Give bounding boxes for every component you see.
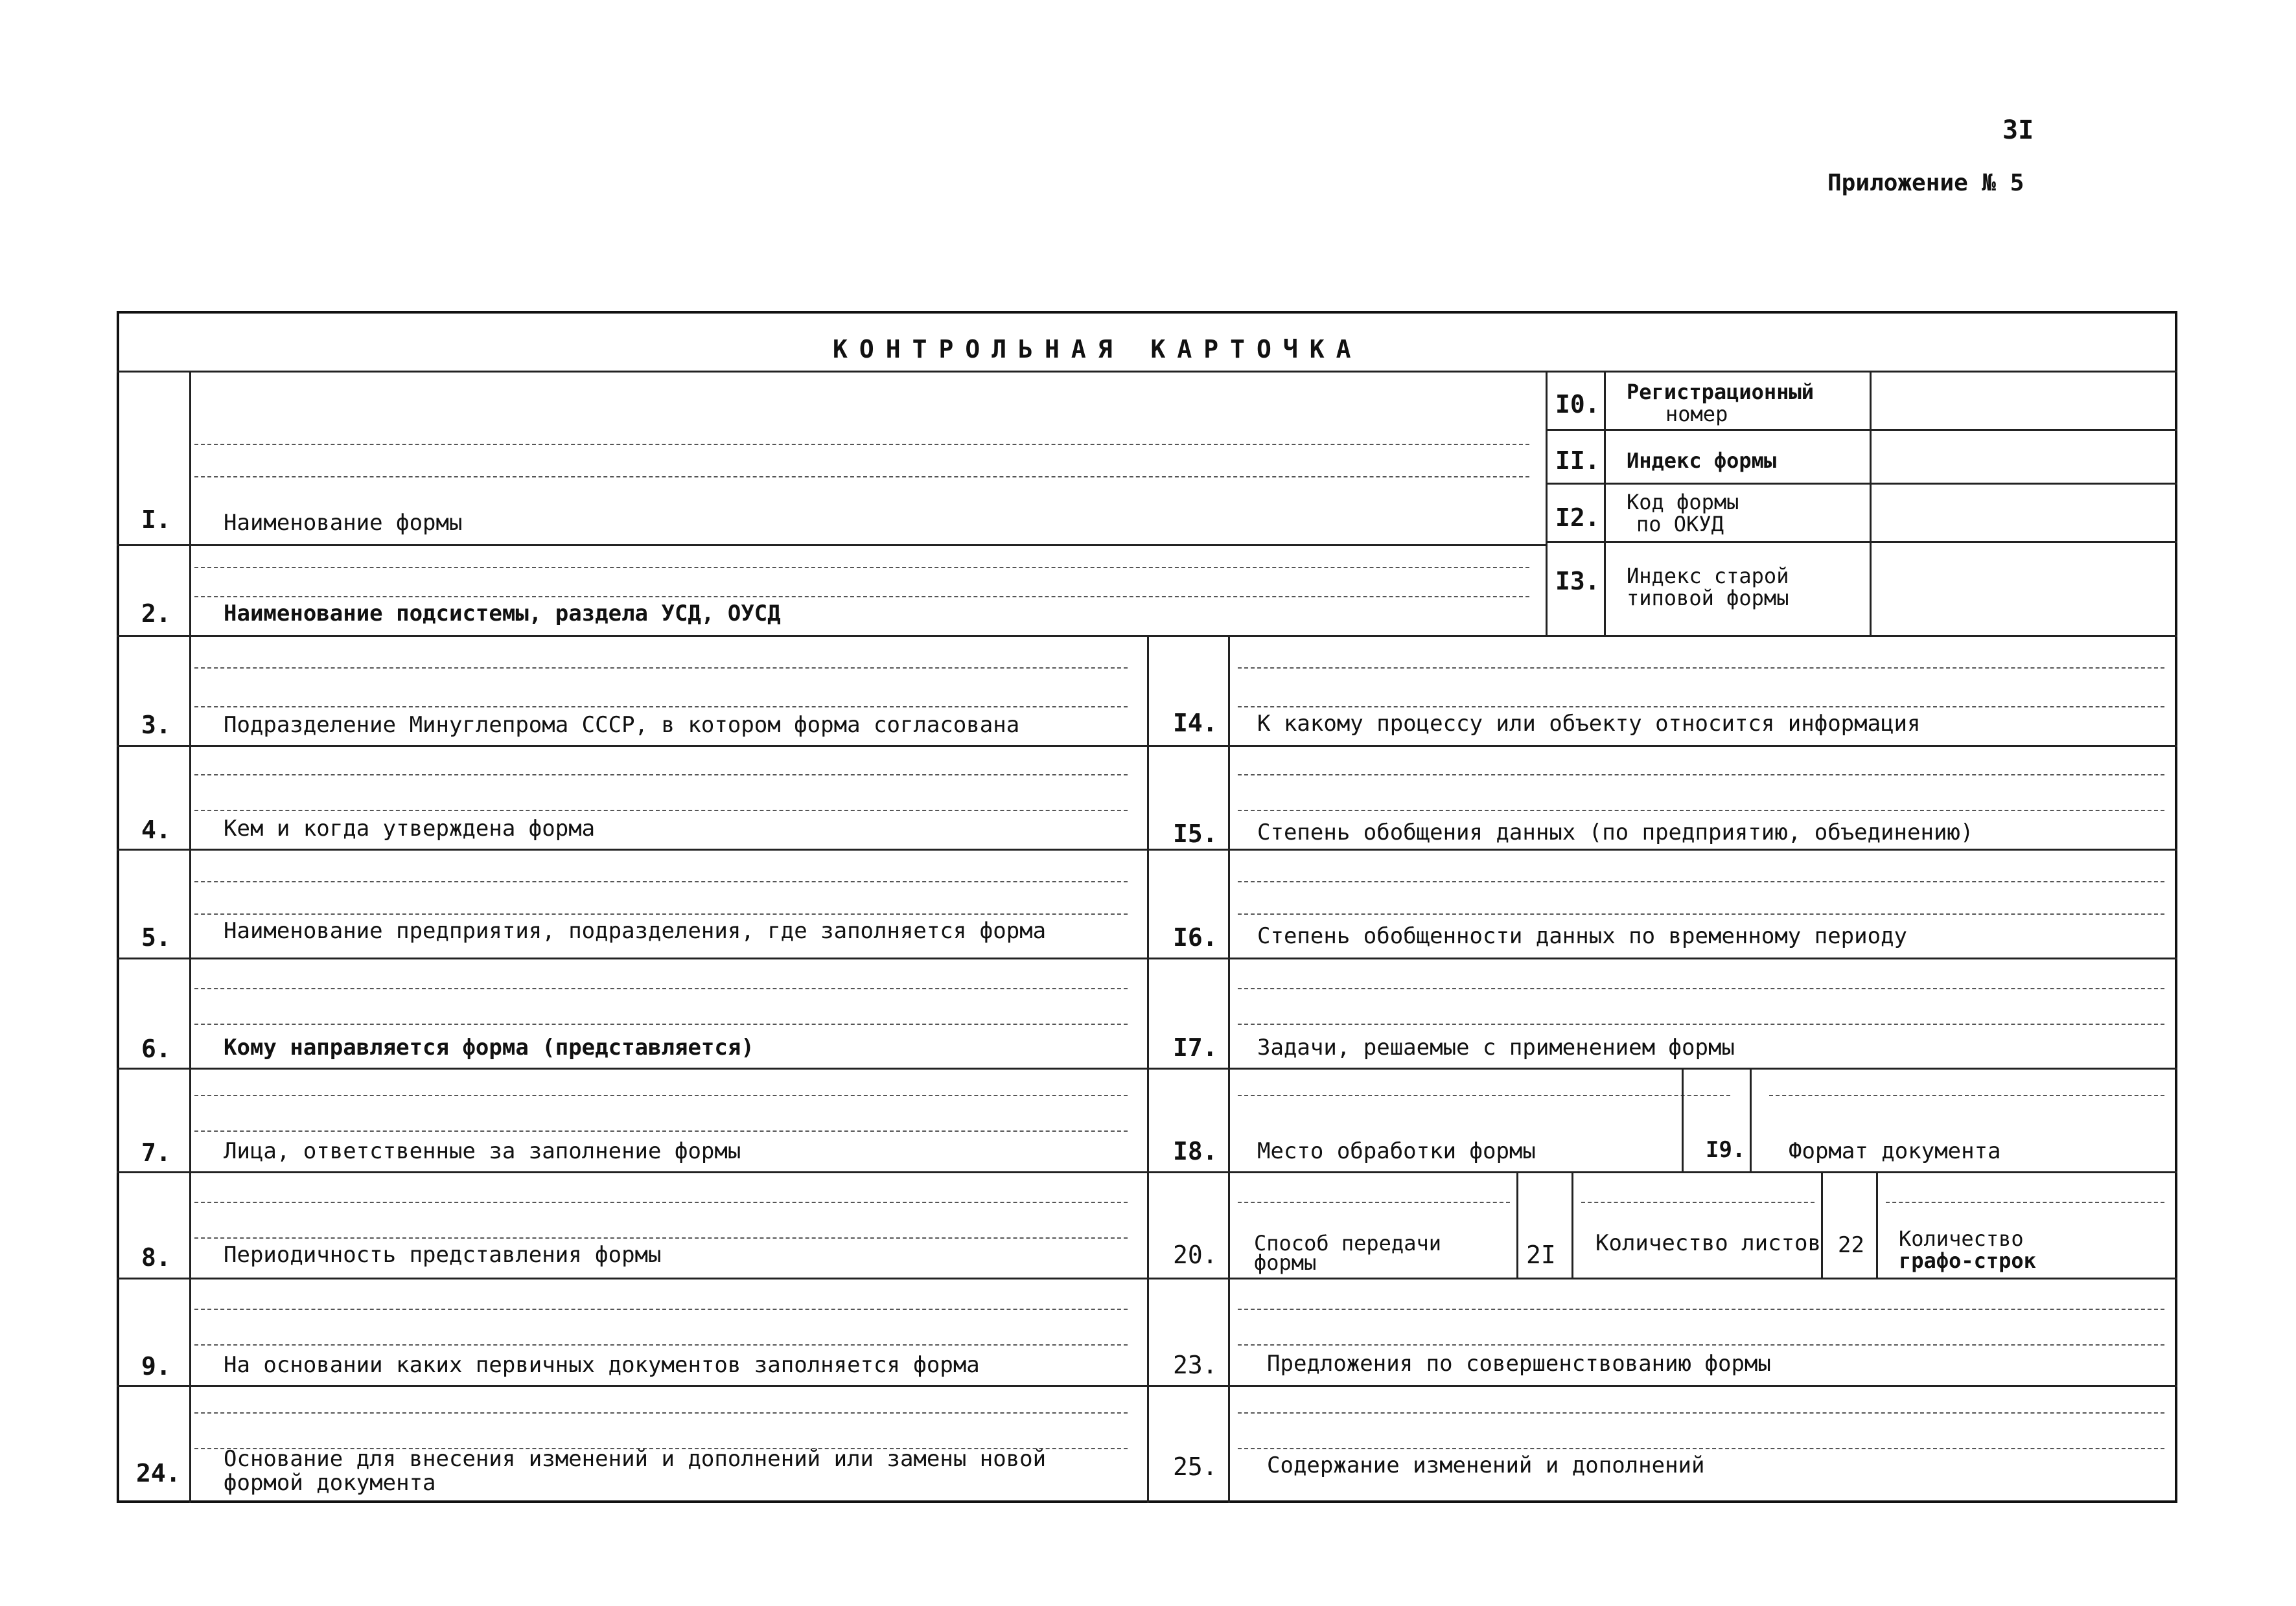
- row-13-label-line2: типовой формы: [1627, 586, 1789, 610]
- row-18-label: Место обработки формы: [1257, 1138, 1536, 1164]
- row-9-number: 9.: [141, 1352, 171, 1381]
- row-17-label: Задачи, решаемые с применением формы: [1257, 1035, 1735, 1061]
- row-6-number: 6.: [141, 1035, 171, 1063]
- row-7-number: 7.: [141, 1138, 171, 1167]
- row-3-number: 3.: [141, 711, 171, 739]
- row-3-label: Подразделение Минуглепрома СССР, в котором форма согласована: [224, 712, 1020, 738]
- row-13-label-line1: Индекс старой: [1627, 564, 1789, 588]
- row-4-number: 4.: [141, 816, 171, 844]
- row-10-number: I0.: [1555, 390, 1600, 419]
- row-22-label-line1: Количество: [1899, 1226, 2024, 1251]
- row-7-label: Лица, ответственные за заполнение формы: [224, 1138, 741, 1164]
- row-1-label: Наименование формы: [224, 510, 463, 536]
- row-24-label-line2: формой документа: [224, 1470, 436, 1496]
- row-19-number: I9.: [1706, 1137, 1746, 1163]
- row-16-label: Степень обобщенности данных по временному периоду: [1257, 923, 1908, 949]
- row-20-label-line2: формы: [1254, 1250, 1317, 1275]
- row-12-label-line1: Код формы: [1627, 490, 1739, 514]
- row-25-number: 25.: [1173, 1452, 1218, 1481]
- row-14-number: I4.: [1173, 709, 1218, 737]
- row-11-number: II.: [1555, 446, 1600, 475]
- row-6-label: Кому направляется форма (представляется): [224, 1035, 754, 1061]
- row-8-label: Периодичность представления формы: [224, 1242, 662, 1268]
- row-2-label: Наименование подсистемы, раздела УСД, ОУСД: [224, 601, 781, 626]
- card-title: КОНТРОЛЬНАЯ КАРТОЧКА: [833, 335, 1363, 363]
- row-23-number: 23.: [1173, 1351, 1218, 1379]
- row-11-label: Индекс формы: [1627, 448, 1777, 473]
- row-12-label-line2: по ОКУД: [1636, 512, 1724, 536]
- row-18-number: I8.: [1173, 1137, 1218, 1165]
- row-10-label-line1: Регистрационный: [1627, 380, 1814, 404]
- row-21-label: Количество листов: [1595, 1230, 1821, 1256]
- row-24-label-line1: Основание для внесения изменений и дополнений или замены новой: [224, 1446, 1047, 1472]
- row-21-number: 2I: [1526, 1241, 1556, 1269]
- page-number: 3I: [2002, 115, 2034, 145]
- row-19-label: Формат документа: [1789, 1138, 2001, 1164]
- row-5-label: Наименование предприятия, подразделения, где заполняется форма: [224, 918, 1047, 944]
- row-15-label: Степень обобщения данных (по предприятию, объединению): [1257, 820, 1974, 845]
- row-5-number: 5.: [141, 923, 171, 952]
- row-17-number: I7.: [1173, 1033, 1218, 1062]
- row-25-label: Содержание изменений и дополнений: [1267, 1452, 1705, 1478]
- row-22-number: 22: [1838, 1232, 1864, 1258]
- row-22-label-line2: графо-строк: [1899, 1248, 2036, 1273]
- row-13-number: I3.: [1555, 567, 1600, 595]
- row-14-label: К какому процессу или объекту относится информация: [1257, 711, 1921, 737]
- row-20-label-line1: Способ передачи: [1254, 1231, 1441, 1256]
- row-1-number: I.: [141, 505, 171, 534]
- row-10-label-line2: номер: [1665, 402, 1728, 426]
- row-4-label: Кем и когда утверждена форма: [224, 816, 596, 842]
- row-8-number: 8.: [141, 1243, 171, 1272]
- row-24-number: 24.: [136, 1459, 181, 1487]
- row-12-number: I2.: [1555, 503, 1600, 532]
- row-23-label: Предложения по совершенствованию формы: [1267, 1351, 1771, 1377]
- row-9-label: На основании каких первичных документов заполняется форма: [224, 1352, 980, 1378]
- row-20-number: 20.: [1173, 1241, 1218, 1269]
- appendix-label: Приложение № 5: [1827, 170, 2024, 196]
- row-16-number: I6.: [1173, 923, 1218, 952]
- row-15-number: I5.: [1173, 820, 1218, 848]
- row-2-number: 2.: [141, 599, 171, 628]
